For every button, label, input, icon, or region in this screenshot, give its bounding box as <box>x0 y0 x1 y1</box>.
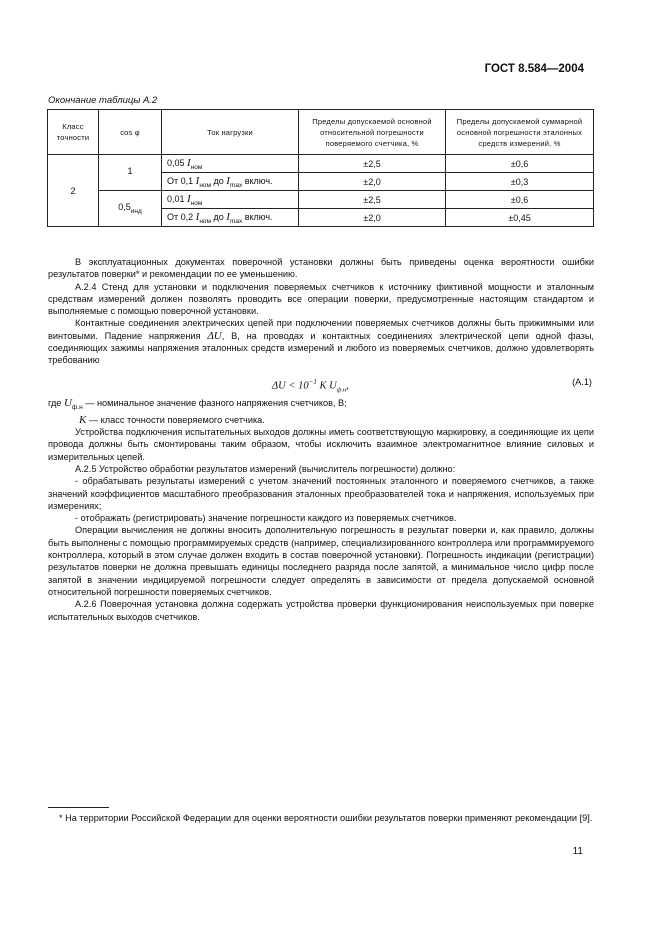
col-header-meter-error: Пределы допускаемой основной относительной погрешности поверяемого счетчика, % <box>299 110 446 155</box>
load-suffix: включ. <box>242 175 273 186</box>
reference-error-cell: ±0,45 <box>446 209 594 227</box>
document-code: ГОСТ 8.584—2004 <box>484 63 584 75</box>
load-prefix: От 0,2 <box>167 211 196 222</box>
cos-cell <box>99 191 162 227</box>
formula-subscript: ф.н <box>336 386 347 394</box>
list-item: - обрабатывать результаты измерений с учетом значений постоянных эталонного и поверяемого счетчиков, а также значений коэффициентов масштабного преобразования эталонных преобразователей тока и напряжения, используемых при измерениях; <box>48 476 594 511</box>
k-symbol: K <box>79 413 87 426</box>
current-symbol: I <box>195 210 200 223</box>
k-text: — класс точности поверяемого счетчика. <box>86 414 265 425</box>
col-header-reference-error: Пределы допускаемой суммарной основной погрешности эталонных средств измерений, % <box>446 110 594 155</box>
paragraph: А.2.5 Устройство обработки результатов измерений (вычислитель погрешности) должно: <box>75 463 456 474</box>
paragraph: Устройства подключения испытательных выходов должны иметь соответствующую маркировку, а соединяющие их цепи провода должны быть смонтированы таким образом, чтобы исключить взаимное электромагнитное влияние силовых и измерительных цепей. <box>48 427 594 462</box>
meter-error-cell: ±2,0 <box>299 209 446 227</box>
load-cell <box>162 191 299 209</box>
formula-end: , <box>346 380 349 392</box>
formula-expression <box>272 376 349 397</box>
accuracy-table <box>47 109 594 227</box>
current-subscript: ном <box>190 199 203 207</box>
formula-a1 <box>48 369 594 397</box>
load-cell <box>162 173 299 191</box>
paragraph: Операции вычисления не должны вносить дополнительную погрешность в результат поверки и, как правило, должны быть выполнены с помощью программируемых средств (например, специализированного контроллера или программируемого контроллера, который в этом случае должен входить в состав поверочной установки). Погрешность индикации (регистрации) результатов поверки не должна превышать единицы последнего разряда после запятой, а минимальное число цифр после запятой в значении индицируемой погрешности следует определять в зависимости от предела допускаемой основной относительной погрешности поверяемых счетчиков. <box>48 525 594 597</box>
reference-error-cell: ±0,6 <box>446 191 594 209</box>
current-subscript: ном <box>199 217 211 225</box>
load-prefix: От 0,1 <box>167 175 196 186</box>
meter-error-cell: ±2,0 <box>299 173 446 191</box>
load-mid: до <box>211 175 227 186</box>
current-subscript: max <box>229 217 243 225</box>
current-symbol: I <box>187 156 191 169</box>
table-caption: Окончание таблицы А.2 <box>48 95 158 106</box>
cos-value: 1 <box>127 166 133 177</box>
body-text <box>48 256 594 623</box>
reference-error-cell: ±0,3 <box>446 173 594 191</box>
meter-error-cell: ±2,5 <box>299 191 446 209</box>
current-subscript: ном <box>199 181 211 189</box>
paragraph: А.2.4 Стенд для установки и подключения поверяемых счетчиков к источнику фиктивной мощности и эталонным средствам измерений должен позволять проводить все операции поверки, предусмотренные настоящим стандартом и выполняемые с помощью поверочной установки. <box>48 281 594 317</box>
paragraph-text: Контактные соединения электрических цепей при подключении поверяемых счетчиков должны быть прижимными или винтовыми. Падение напряжения <box>48 318 594 341</box>
current-symbol: I <box>195 174 200 187</box>
page-number: 11 <box>572 846 583 857</box>
col-header-cos: cos φ <box>99 110 162 155</box>
k-line <box>48 414 594 426</box>
voltage-drop-symbol: ΔU <box>207 329 222 342</box>
paragraph: А.2.6 Поверочная установка должна содержать устройства проверки функционирования неиспользуемых при поверке испытательных выходов счетчиков. <box>48 599 594 622</box>
formula-k: K U <box>316 380 337 392</box>
list-item: - отображать (регистрировать) значение погрешности каждого из поверяемых счетчиков. <box>75 513 457 524</box>
current-subscript: max <box>229 181 243 189</box>
where-line <box>48 397 594 414</box>
voltage-symbol: U <box>63 396 72 409</box>
paragraph-text: , В, на проводах и контактных соединениях электрической цепи одной фазы, соединяющих зажимы напряжения эталонных средств измерений и любого из поверяемых счетчиков, должно удовлетворять требованию <box>48 330 594 366</box>
voltage-subscript: ф.н <box>71 403 83 411</box>
current-subscript: ном <box>190 163 203 171</box>
formula-number: (А.1) <box>572 376 592 387</box>
cos-cell <box>99 155 162 191</box>
cos-value: 0,5 <box>118 202 131 213</box>
where-word: где <box>48 397 64 408</box>
formula-main: ΔU < 10 <box>272 380 309 392</box>
paragraph <box>48 317 594 366</box>
load-prefix: 0,05 <box>167 157 188 168</box>
table-header-row <box>48 110 594 155</box>
paragraph: В эксплуатационных документах поверочной установки должны быть приведены оценка вероятности ошибки результатов поверки* и рекомендации по ее уменьшению. <box>48 257 594 280</box>
load-cell <box>162 155 299 173</box>
current-symbol: I <box>187 192 191 205</box>
current-symbol: I <box>226 174 230 187</box>
col-header-load: Ток нагрузки <box>162 110 299 155</box>
formula-exponent: −1 <box>308 377 317 386</box>
current-symbol: I <box>226 210 230 223</box>
reference-error-cell: ±0,6 <box>446 155 594 173</box>
load-suffix: включ. <box>242 211 273 222</box>
col-header-class: Класс точности <box>48 110 99 155</box>
where-text: — номинальное значение фазного напряжения счетчиков, В; <box>82 397 347 408</box>
load-prefix: 0,01 <box>167 193 188 204</box>
load-mid: до <box>211 211 227 222</box>
footnote-divider <box>48 807 109 808</box>
table-row <box>48 191 594 209</box>
meter-error-cell: ±2,5 <box>299 155 446 173</box>
footnote: * На территории Российской Федерации для оценки вероятности ошибки результатов поверки применяют рекомендации [9]. <box>59 813 593 823</box>
table-row <box>48 155 594 173</box>
load-cell <box>162 209 299 227</box>
cos-subscript: инд <box>130 207 142 215</box>
class-cell: 2 <box>48 155 99 227</box>
